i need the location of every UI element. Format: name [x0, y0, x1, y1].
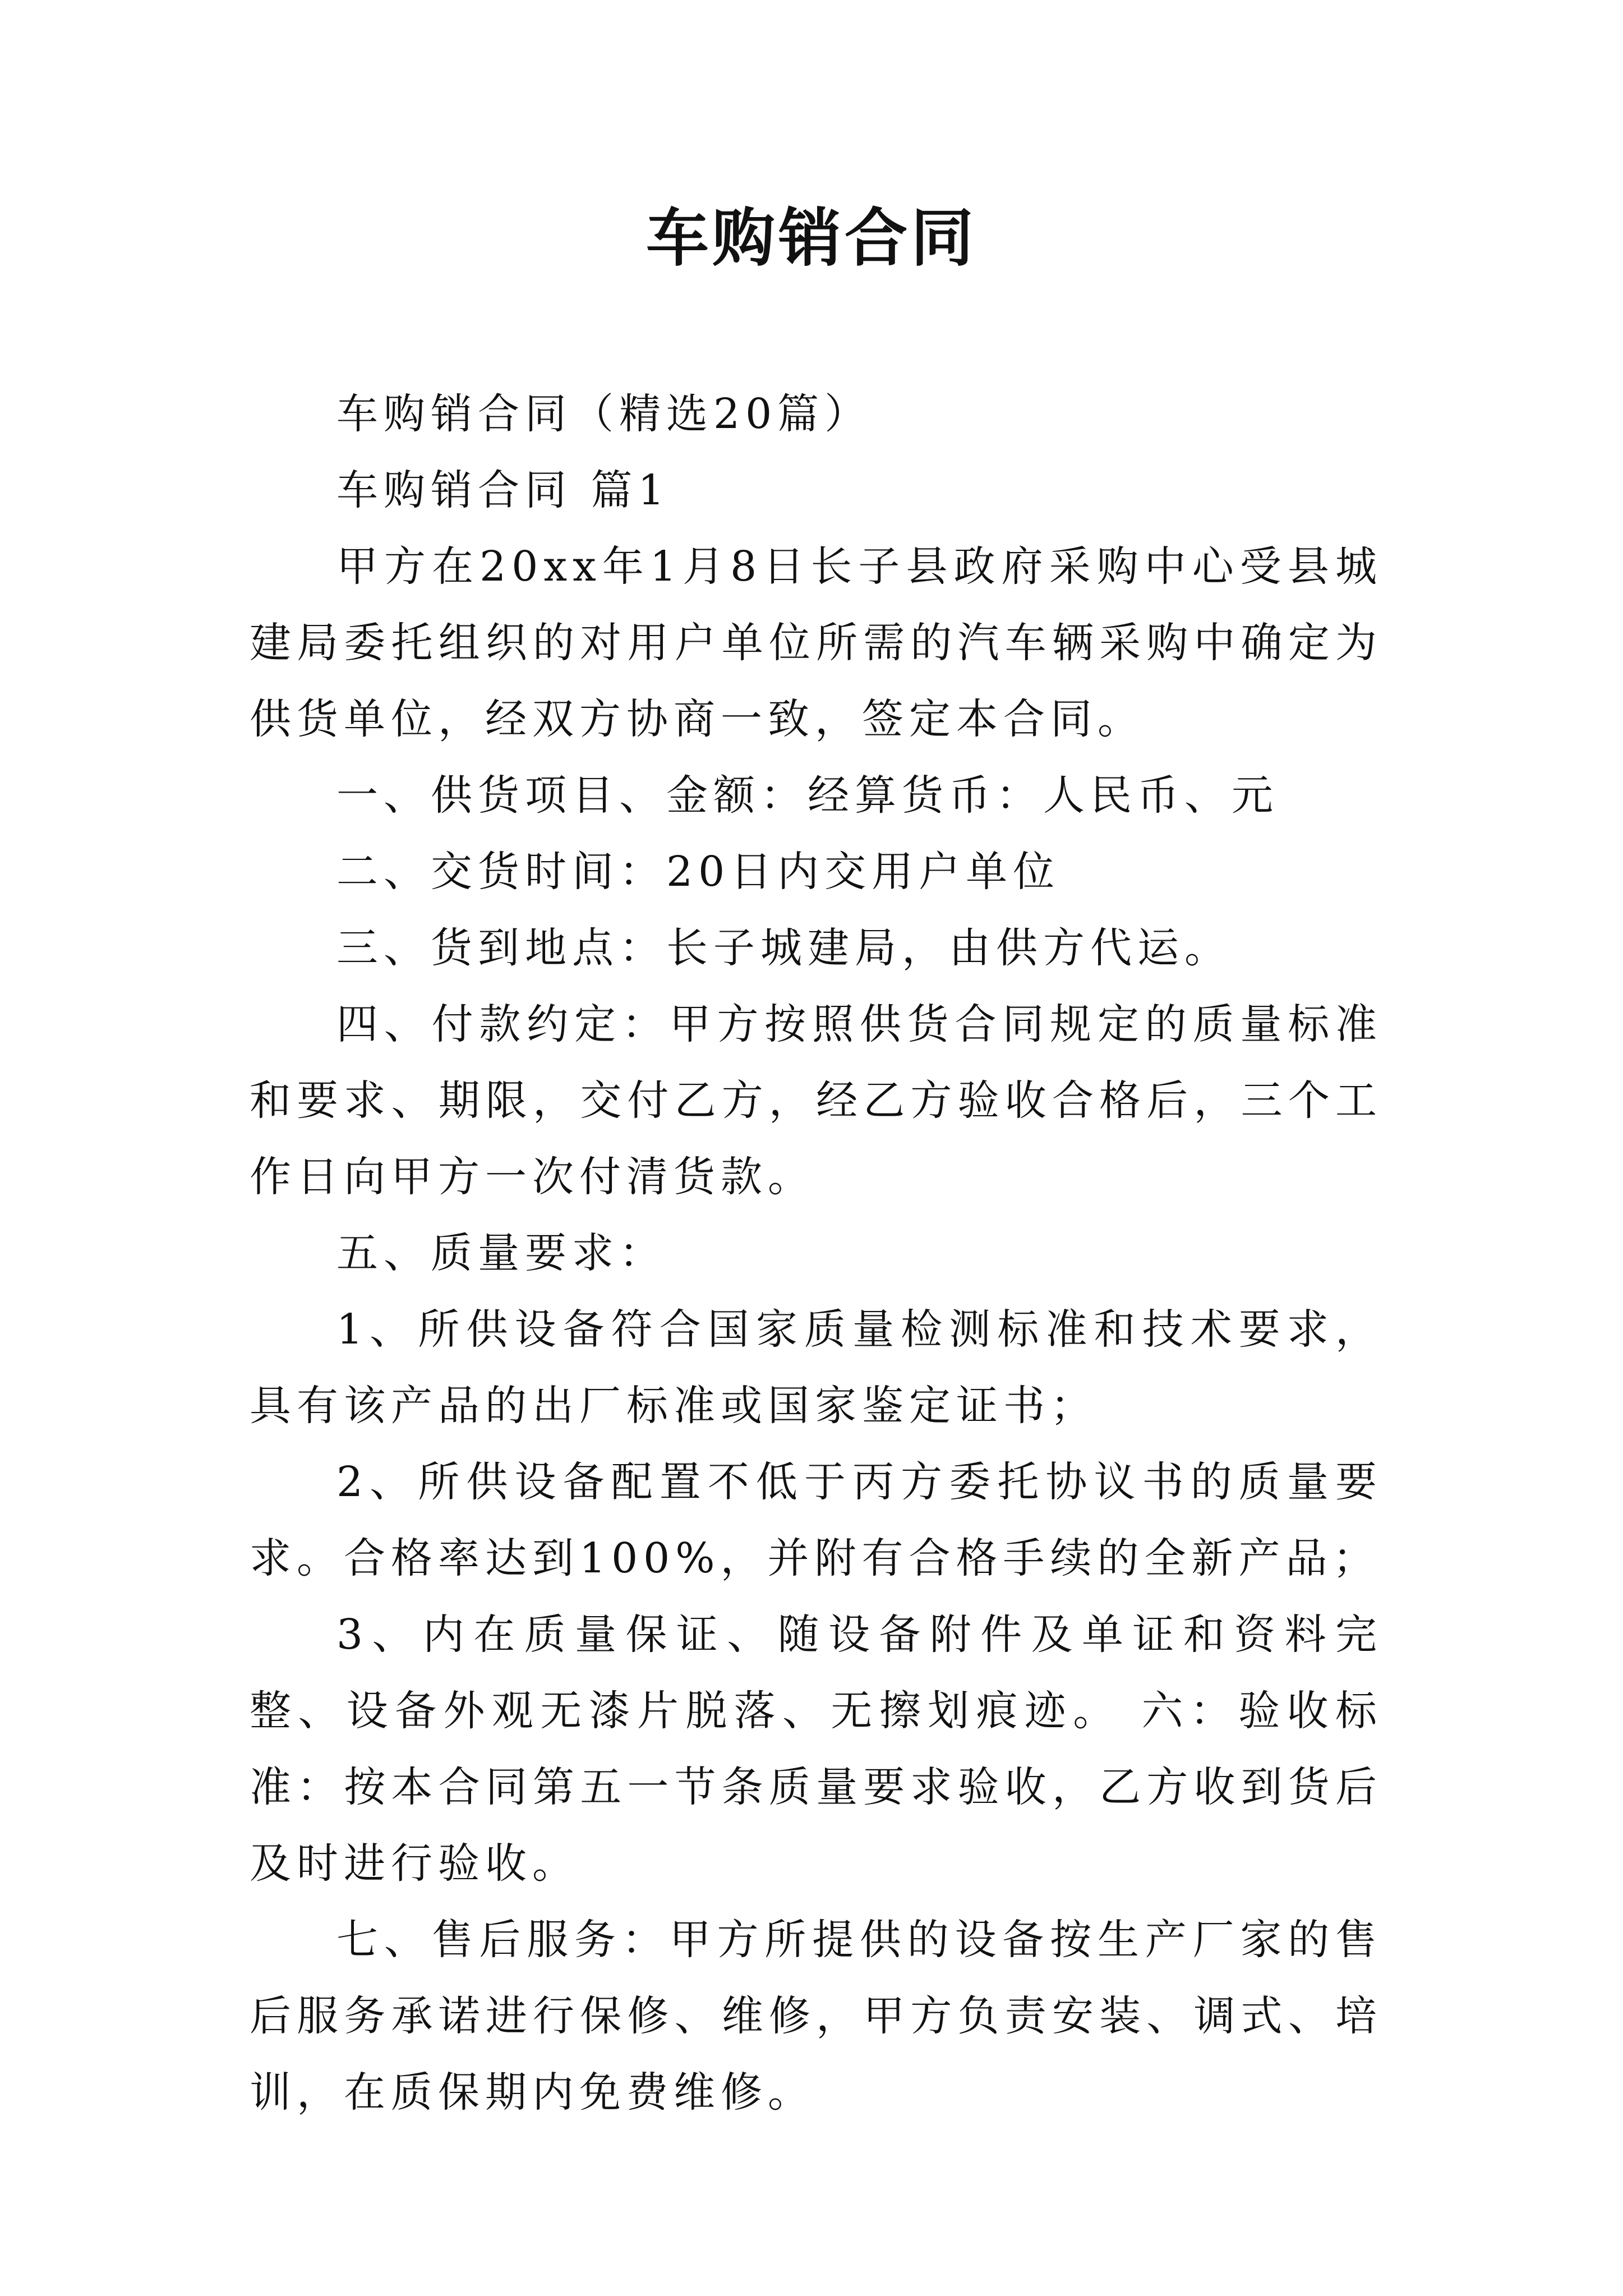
paragraph-clause-1: 一、供货项目、金额：经算货币：人民币、元 [336, 771, 1279, 820]
paragraph-clause-4: 四、付款约定：甲方按照供货合同规定的质量标准和要求、期限，交付乙方，经乙方验收合格后，三个工作日向甲方一次付清货款。 [250, 1000, 1382, 1201]
paragraph-subtitle: 车购销合同（精选20篇） [336, 390, 872, 438]
paragraph-clause-2: 二、交货时间：20日内交用户单位 [336, 848, 1061, 896]
document-title: 车购销合同 [646, 201, 977, 275]
paragraph-quality-3: 3、内在质量保证、随设备附件及单证和资料完整、设备外观无漆片脱落、无擦划痕迹。 六：验收标准：按本合同第五一节条质量要求验收，乙方收到货后及时进行验收。 [250, 1611, 1382, 1888]
paragraph-quality-2: 2、所供设备配置不低于丙方委托协议书的质量要求。合格率达到100%，并附有合格手续的全新产品； [250, 1458, 1382, 1582]
paragraph-clause-7: 七、售后服务：甲方所提供的设备按生产厂家的售后服务承诺进行保修、维修，甲方负责安装、调式、培训，在质保期内免费维修。 [250, 1916, 1382, 2116]
paragraph-clause-3: 三、货到地点：长子城建局，由供方代运。 [336, 924, 1232, 972]
paragraph-intro: 甲方在20xx年1月8日长子县政府采购中心受县城建局委托组织的对用户单位所需的汽车辆采购中确定为供货单位，经双方协商一致，签定本合同。 [250, 542, 1382, 743]
paragraph-quality-1: 1、所供设备符合国家质量检测标准和技术要求，具有该产品的出厂标准或国家鉴定证书； [250, 1305, 1382, 1430]
paragraph-section-heading: 车购销合同 篇1 [336, 466, 670, 514]
paragraph-clause-5: 五、质量要求： [336, 1229, 666, 1277]
document-body [250, 376, 1382, 2131]
